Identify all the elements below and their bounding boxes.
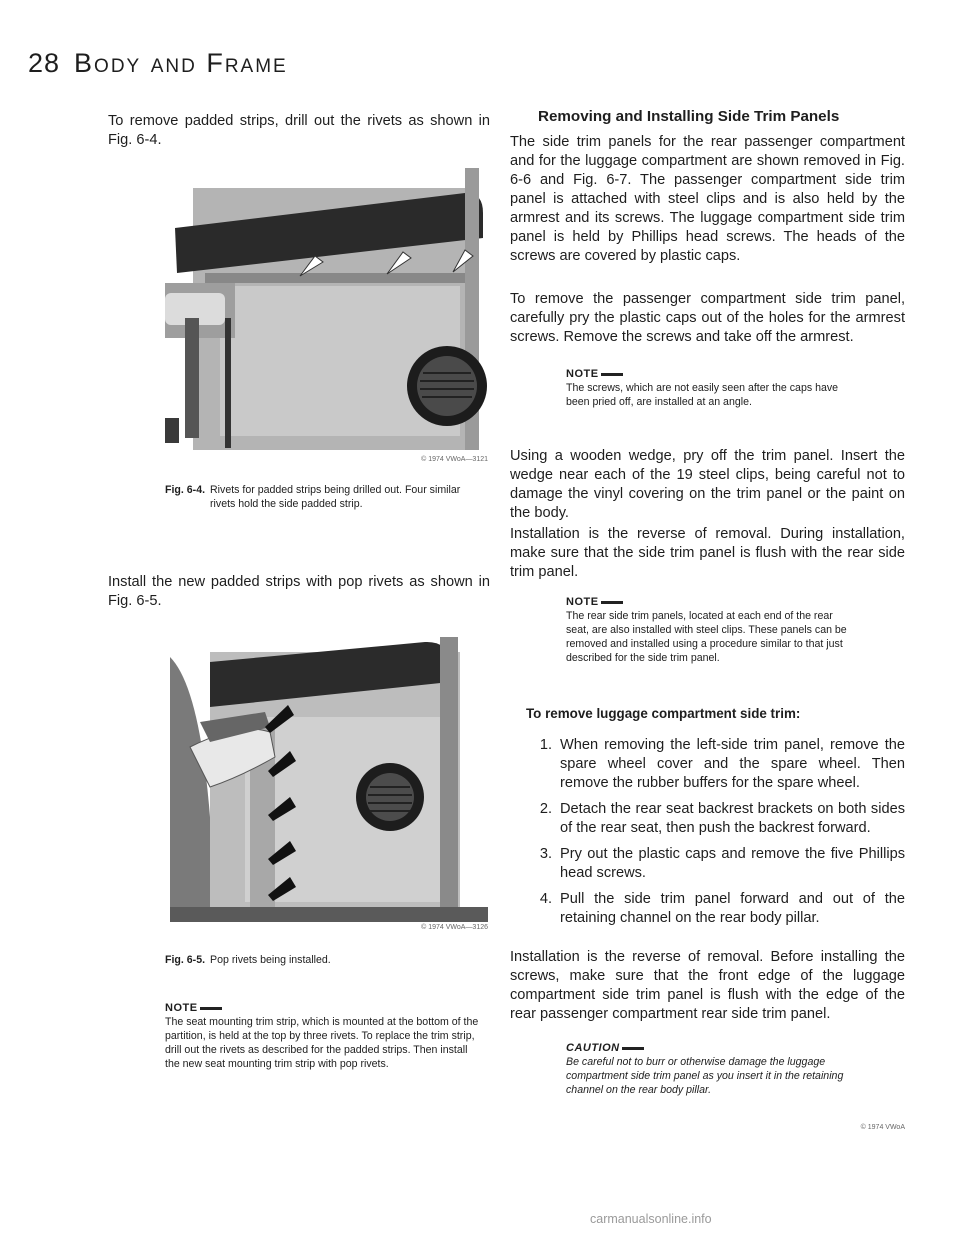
- procedure-subheading: To remove luggage compartment side trim:: [526, 706, 801, 721]
- note-heading: NOTE: [566, 596, 856, 608]
- figure-6-5-photo: [170, 637, 488, 922]
- caption-text: Rivets for padded strips being drilled out. Four similar rivets hold the side padded strip.: [210, 484, 461, 510]
- site-watermark: carmanualsonline.info: [590, 1212, 712, 1226]
- caution-text: Be careful not to burr or otherwise damage the luggage compartment side trim panel as you insert it in the retaining channel on the rear body pillar.: [566, 1056, 844, 1096]
- left-note: [165, 1002, 485, 1071]
- chapter-title: Body and Frame: [74, 48, 288, 78]
- figure-6-5-credit: © 1974 VWoA—3126: [421, 924, 488, 931]
- page-number: 28: [28, 48, 61, 78]
- figure-6-4-caption: [165, 483, 488, 511]
- figure-6-4-photo: [165, 168, 488, 450]
- intro-paragraph: To remove padded strips, drill out the rivets as shown in Fig. 6-4.: [108, 113, 490, 148]
- section-heading: Removing and Installing Side Trim Panels: [538, 108, 840, 125]
- figure-label: Fig. 6-5.: [165, 954, 206, 966]
- caution-heading: CAUTION: [566, 1042, 856, 1054]
- figure-6-5-caption: [165, 953, 488, 967]
- list-item: 1. When removing the left-side trim panel, remove the spare wheel cover and the spare wheel. Then remove the rubber buffers for the spare wheel.: [539, 737, 905, 791]
- list-item: 4. Pull the side trim panel forward and out of the retaining channel on the rear body pillar.: [539, 891, 905, 926]
- note-text: The rear side trim panels, located at each end of the rear seat, are also installed with steel clips. These panels can be removed and installed using a procedure similar to that just described for the side trim panel.: [566, 610, 847, 664]
- note-heading: NOTE: [566, 368, 856, 380]
- page-credit: © 1974 VWoA: [860, 1124, 905, 1131]
- right-note-1: [566, 368, 856, 409]
- figure-6-4-credit: © 1974 VWoA—3121: [421, 456, 488, 463]
- list-item: 3. Pry out the plastic caps and remove the five Phillips head screws.: [539, 846, 905, 881]
- procedure-steps: [534, 736, 905, 935]
- caution-box: [566, 1042, 856, 1097]
- trim-panels-paragraph: The side trim panels for the rear passenger compartment and for the luggage compartment are shown removed in Fig. 6-6 and Fig. 6-7. The passenger compartment side trim panel is attached with steel clips and is also held by the armrest and its screws. The luggage compartment side trim panel is held by Phillips head screws. The heads of the screws are covered by plastic caps.: [510, 134, 905, 264]
- right-note-2: [566, 596, 856, 665]
- caption-text: Pop rivets being installed.: [210, 954, 331, 966]
- install-paragraph: Install the new padded strips with pop rivets as shown in Fig. 6-5.: [108, 574, 490, 609]
- figure-label: Fig. 6-4.: [165, 484, 206, 496]
- page-header: [28, 48, 288, 79]
- installation-paragraph: Installation is the reverse of removal. During installation, make sure that the side trim panel is flush with the rear side trim panel.: [510, 526, 905, 580]
- note-heading: NOTE: [165, 1002, 485, 1014]
- note-text: The screws, which are not easily seen after the caps have been pried off, are installed at an angle.: [566, 382, 839, 408]
- passenger-removal-paragraph: To remove the passenger compartment side trim panel, carefully pry the plastic caps out of the holes for the armrest screws. Remove the screws and take off the armrest.: [510, 291, 905, 345]
- note-text: The seat mounting trim strip, which is mounted at the bottom of the partition, is held at the top by three rivets. To replace the trim strip, drill out the rivets as described for the padded strips. Then install the new seat mounting trim strip with pop rivets.: [165, 1016, 479, 1070]
- wedge-paragraph: Using a wooden wedge, pry off the trim panel. Insert the wedge near each of the 19 steel clips, being careful not to damage the vinyl covering on the trim panel or the paint on the body.: [510, 448, 905, 521]
- list-item: 2. Detach the rear seat backrest brackets on both sides of the rear seat, then push the backrest forward.: [539, 801, 905, 836]
- luggage-installation-paragraph: Installation is the reverse of removal. Before installing the screws, make sure that the front edge of the luggage compartment side trim panel is flush with the edge of the rear passenger compartment rear side trim panel.: [510, 949, 905, 1022]
